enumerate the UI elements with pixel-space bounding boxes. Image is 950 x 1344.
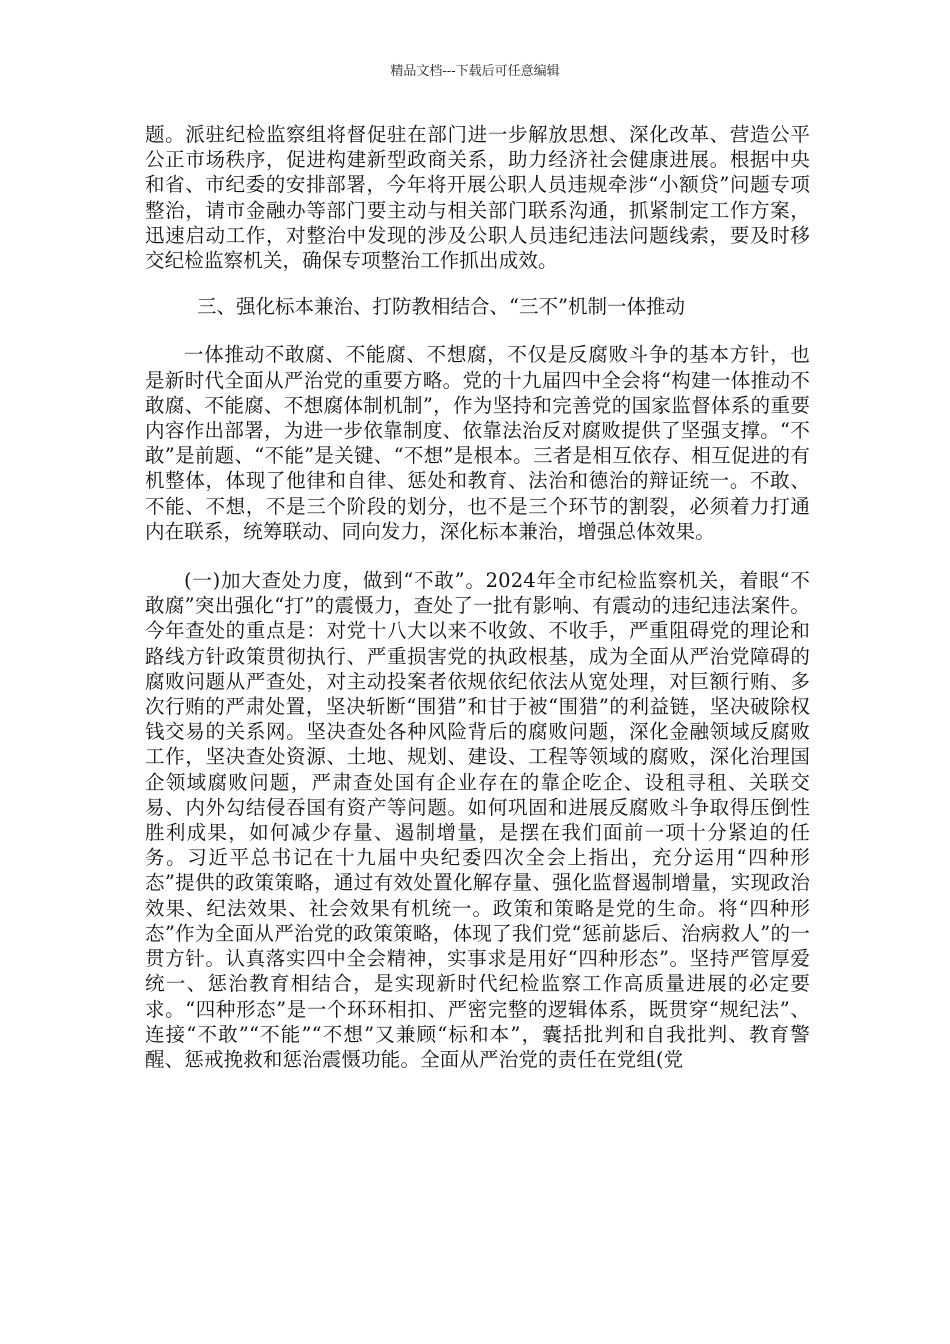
paragraph-subsection-one: (一)加大查处力度，做到“不敢”。2024年全市纪检监察机关，着眼“不敢腐”突出强化“打”的震慑力，查处了一批有影响、有震动的违纪违法案件。今年查处的重点是：对党十八大以来不收敛、不收手，严重阻碍党的理论和路线方针政策贯彻执行、严重损害党的执政根基，成为全面从严治党障碍的腐败问题从严查处，对主动投案者依规依纪依法从宽处理，对巨额行贿、多次行贿的严肃处置，坚决斩断“围猎”和甘于被“围猎”的利益链，坚决破除权钱交易的关系网。坚决查处各种风险背后的腐败问题，深化金融领域反腐败工作，坚决查处资源、土地、规划、建设、工程等领域的腐败，深化治理国企领域腐败问题，严肃查处国有企业存在的靠企吃企、设租寻租、关联交易、内外勾结侵吞国有资产等问题。如何巩固和进展反腐败斗争取得压倒性胜利成果，如何减少存量、遏制增量，是摆在我们面前一项十分紧迫的任务。习近平总书记在十九届中央纪委四次全会上指出，充分运用“四种形态”提供的政策策略，通过有效处置化解存量、强化监督遏制增量，实现政治效果、纪法效果、社会效果有机统一。政策和策略是党的生命。将“四种形态”作为全面从严治党的政策策略，体现了我们党“惩前毖后、治病救人”的一贯方针。认真落实四中全会精神，实事求是用好“四种形态”。坚持严管厚爱统一、惩治教育相结合，是实现新时代纪检监察工作高质量进展的必定要求。“四种形态”是一个环环相扣、严密完整的逻辑体系，既贯穿“规纪法”、连接“不敢”“不能”“不想”又兼顾“标和本”，囊括批判和自我批判、教育警醒、惩戒挽救和惩治震慑功能。全面从严治党的责任在党组(党	[145, 569, 810, 1071]
document-body	[145, 122, 810, 1072]
paragraph-continuation: 题。派驻纪检监察组将督促驻在部门进一步解放思想、深化改革、营造公平公正市场秩序，促进构建新型政商关系，助力经济社会健康进展。根据中央和省、市纪委的安排部署，今年将开展公职人员违规牵涉“小额贷”问题专项整治，请市金融办等部门要主动与相关部门联系沟通，抓紧制定工作方案，迅速启动工作，对整治中发现的涉及公职人员违纪违法问题线索，要及时移交纪检监察机关，确保专项整治工作抓出成效。	[145, 123, 810, 273]
section-heading: 三、强化标本兼治、打防教相结合、“三不”机制一体推动	[197, 295, 685, 319]
paragraph-overview: 一体推动不敢腐、不能腐、不想腐，不仅是反腐败斗争的基本方针，也是新时代全面从严治党的重要方略。党的十九届四中全会将“构建一体推动不敢腐、不能腐、不想腐体制机制”，作为坚持和完善党的国家监督体系的重要内容作出部署，为进一步依靠制度、依靠法治反对腐败提供了坚强支撑。“不敢”是前题、“不能”是关键、“不想”是根本。三者是相互依存、相互促进的有机整体，体现了他律和自律、惩处和教育、法治和德治的辩证统一。不敢、不能、不想，不是三个阶段的划分，也不是三个环节的割裂，必须着力打通内在联系，统筹联动、同向发力，深化标本兼治，增强总体效果。	[145, 343, 810, 543]
page-header: 精品文档---下载后可任意编辑	[390, 64, 560, 79]
